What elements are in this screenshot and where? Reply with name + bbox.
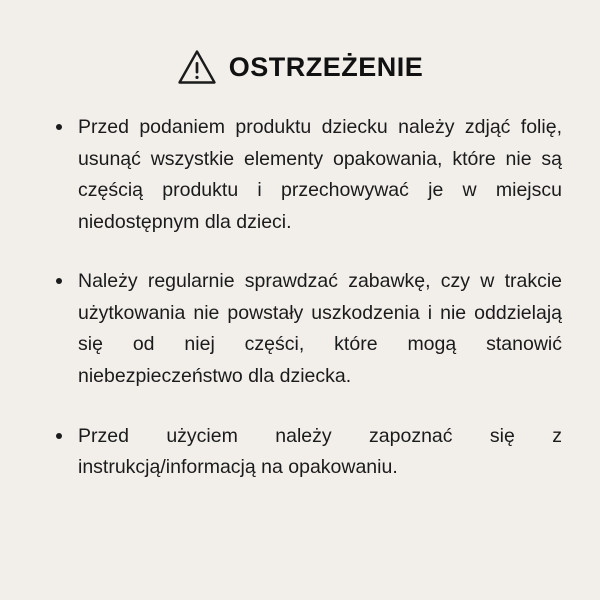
warning-list [38,112,562,484]
page-title: OSTRZEŻENIE [228,51,424,82]
list-item: Przed podaniem produktu dziecku należy zdjąć folię, usunąć wszystkie elementy opakowania, które nie są częścią produktu i przechowywać je w miejscu niedostępnym dla dzieci. [50,112,562,238]
list-item: Należy regularnie sprawdzać zabawkę, czy w trakcie użytkowania nie powstały uszkodzenia i nie oddzielają się od niej części, które mogą stanowić niebezpieczeństwo dla dziecka. [50,266,562,392]
list-item: Przed użyciem należy zapoznać się z instrukcją/informacją na opakowaniu. [50,421,562,484]
warning-triangle-icon [177,48,217,86]
warning-header [38,48,562,86]
